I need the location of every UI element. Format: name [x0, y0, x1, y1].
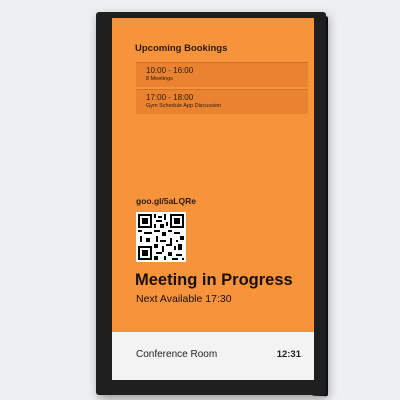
booking-name: 8 Meetings [146, 76, 173, 82]
qr-url[interactable]: goo.gl/5aLQRe [136, 196, 196, 206]
clock: 12:31 [276, 349, 301, 360]
qr-code-icon [136, 212, 186, 262]
next-available-text: Next Available 17:30 [136, 293, 232, 305]
booking-item[interactable] [136, 62, 308, 87]
booking-name: Gym Schedule App Discussion [146, 103, 222, 109]
meeting-status-headline: Meeting in Progress [135, 271, 293, 289]
booking-time: 10:00 - 16:00 [146, 66, 194, 75]
upcoming-bookings-title: Upcoming Bookings [135, 43, 228, 54]
footer-bar [112, 332, 314, 380]
booking-time: 17:00 - 18:00 [146, 93, 194, 102]
booking-item[interactable] [136, 89, 308, 114]
room-display-screen [112, 18, 314, 380]
room-name: Conference Room [136, 349, 218, 360]
